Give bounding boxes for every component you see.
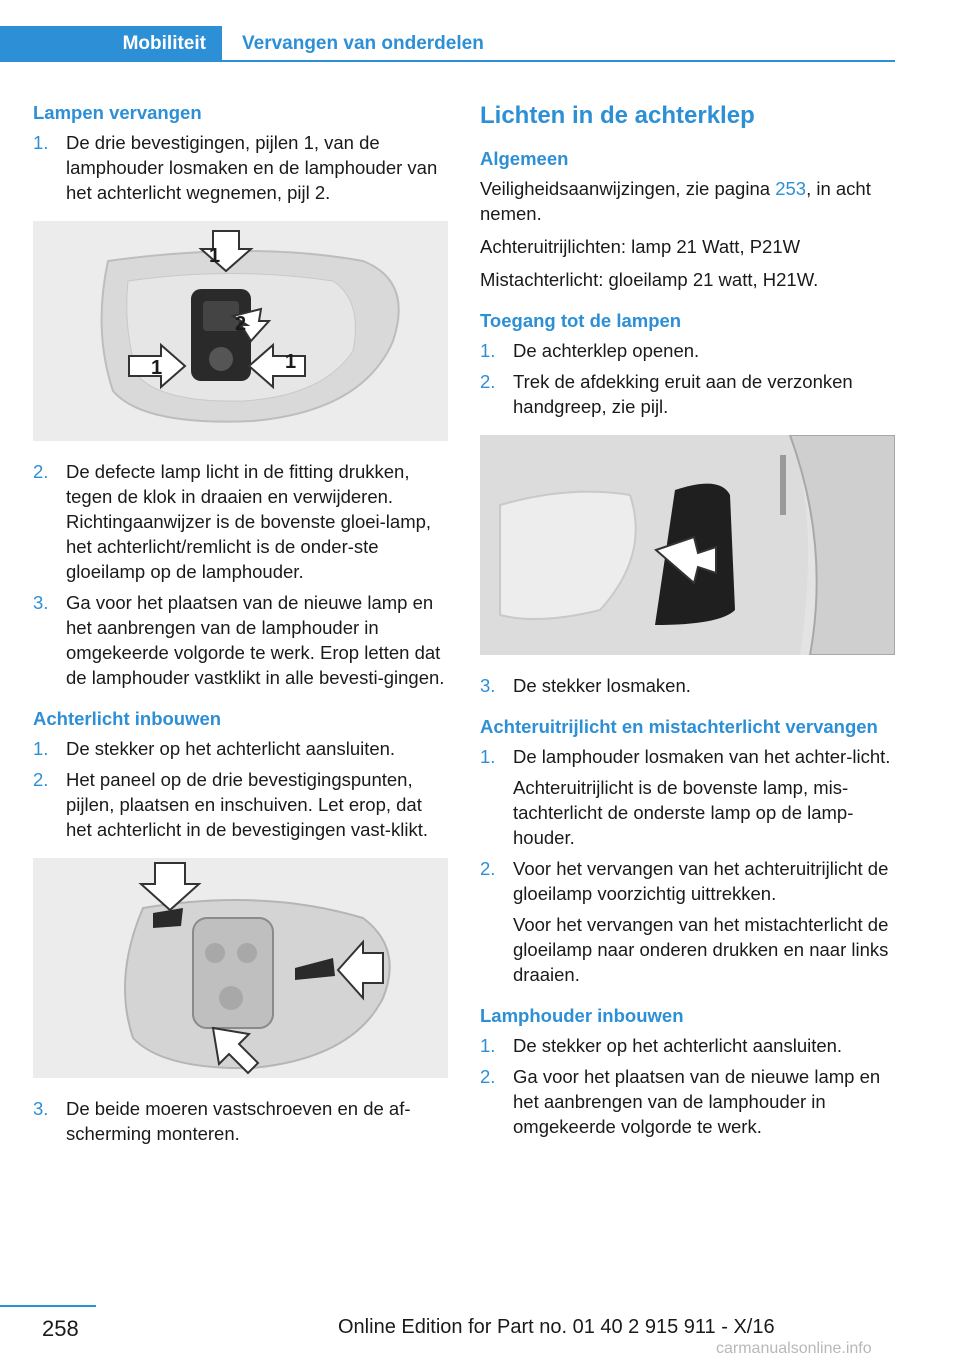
- list-item: 3. De beide moeren vastschroeven en de af-scherming monteren.: [33, 1098, 411, 1144]
- reverse-lamp-spec: Achteruitrijlichten: lamp 21 Watt, P21W: [480, 236, 801, 257]
- heading-toegang: Toegang tot de lampen: [480, 310, 682, 331]
- fig-label-1-left: 1: [151, 357, 163, 379]
- list-item: 3. Ga voor het plaatsen van de nieuwe lamp en het aanbrengen van de lamphouder in omgekeerde volgorde te werk. Erop letten dat de lamphouder vastklikt in alle bevesti-gingen.: [33, 592, 445, 688]
- section-breadcrumb[interactable]: Vervangen van onderdelen: [242, 33, 484, 54]
- list-item: 2. Het paneel op de drie bevestigingspunten, pijlen, plaatsen en inschuiven. Let erop, dat het achterlicht in de bevestigingen vast-klikt.: [33, 769, 428, 840]
- page-reference-link[interactable]: 253: [775, 178, 807, 199]
- fig-label-2: 2: [235, 313, 247, 335]
- list-item: 2. De defecte lamp licht in de fitting drukken, tegen de klok in draaien en verwijderen. Richtingaanwijzer is de bovenste gloei-lamp, het achterlicht/remlicht is de onder-ste gloeilamp op de lamphouder.: [33, 461, 432, 582]
- footer-rule: [0, 1305, 96, 1307]
- heading-lampen-vervangen: Lampen vervangen: [33, 102, 202, 123]
- steps-list-2: [33, 459, 448, 690]
- steps-replace: [480, 744, 895, 987]
- steps-install: [480, 1033, 895, 1139]
- steps-list-1: [33, 130, 448, 205]
- heading-algemeen: Algemeen: [480, 148, 569, 169]
- figure-mounting-points: [33, 858, 448, 1078]
- list-item: 2. Ga voor het plaatsen van de nieuwe lamp en het aanbrengen van de lamphouder in omgekeerde volgorde te werk.: [480, 1066, 881, 1137]
- steps-list-3: [33, 736, 448, 842]
- list-item-note: Achteruitrijlicht is de bovenste lamp, mis-tachterlicht de onderste lamp op de lamp-houder.: [513, 777, 854, 848]
- list-item: 1. De achterklep openen.: [480, 340, 700, 361]
- list-item: 1. De stekker op het achterlicht aansluiten.: [480, 1035, 843, 1056]
- steps-list-4: [33, 1096, 448, 1146]
- heading-achterlicht-inbouwen: Achterlicht inbouwen: [33, 708, 222, 729]
- list-item: 1. De lamphouder losmaken van het achter-licht. Achteruitrijlicht is de bovenste lamp, mis-tachterlicht de onderste lamp op de lamp-houder.: [480, 744, 895, 850]
- heading-vervangen: Achteruitrijlicht en mistachterlicht vervangen: [480, 716, 878, 737]
- figure-lamp-holder-arrows: [33, 221, 448, 441]
- section-title: Lichten in de achterklep: [480, 102, 755, 129]
- fig-label-1-top: 1: [209, 245, 221, 267]
- watermark: carmanualsonline.info: [716, 1340, 872, 1357]
- fig-label-1-right: 1: [285, 351, 297, 373]
- list-item: 1. De drie bevestigingen, pijlen 1, van de lamphouder losmaken en de lamphouder van het achterlicht wegnemen, pijl 2.: [33, 132, 438, 203]
- list-item: 2. Trek de afdekking eruit aan de verzonken handgreep, zie pijl.: [480, 371, 853, 417]
- edition-note: Online Edition for Part no. 01 40 2 915 911 - X/16: [338, 1316, 775, 1338]
- heading-lamphouder-inbouwen: Lamphouder inbouwen: [480, 1005, 684, 1026]
- chapter-tab[interactable]: Mobiliteit: [0, 26, 222, 62]
- safety-paragraph: Veiligheidsaanwijzingen, zie pagina 253, in acht nemen.: [480, 178, 871, 224]
- list-item-note: Voor het vervangen van het mistachterlicht de gloeilamp naar onderen drukken en naar links draaien.: [513, 914, 889, 985]
- left-column: [33, 100, 448, 1154]
- figure-tailgate-cover: [480, 435, 895, 655]
- steps-access-2: [480, 673, 895, 698]
- right-column: [480, 100, 895, 1147]
- header-rule: [222, 60, 895, 62]
- list-item: 2. Voor het vervangen van het achteruitrijlicht de gloeilamp voorzichtig uittrekken. Voor het vervangen van het mistachterlicht de gloeilamp naar onderen drukken en naar links draaien.: [480, 856, 895, 987]
- list-item: 1. De stekker op het achterlicht aansluiten.: [33, 738, 396, 759]
- list-item: 3. De stekker losmaken.: [480, 675, 691, 696]
- page-number: 258: [42, 1316, 79, 1341]
- fog-lamp-spec: Mistachterlicht: gloeilamp 21 watt, H21W.: [480, 269, 819, 290]
- steps-access: [480, 338, 895, 419]
